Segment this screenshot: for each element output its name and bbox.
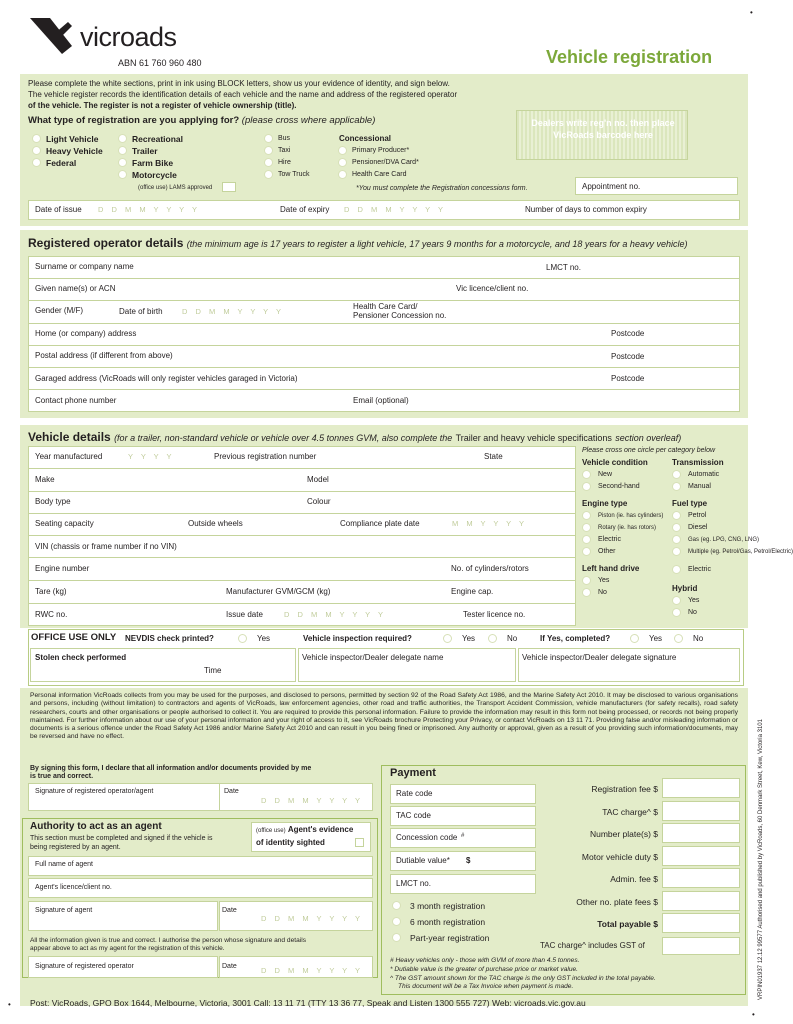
- operator-date-label: Date: [224, 788, 239, 795]
- vehicle-subtitle-c: section overleaf): [615, 433, 682, 443]
- fuel-option-4-label: Electric: [688, 566, 711, 573]
- nevdis-yes-label: Yes: [257, 634, 271, 643]
- reg-type-col1-0-radio[interactable]: [32, 134, 41, 143]
- divider: [28, 580, 576, 581]
- payment-lmct-label: LMCT no.: [396, 879, 431, 888]
- time-label: Time: [204, 666, 222, 675]
- reg-type-col4-0-radio[interactable]: [338, 146, 347, 155]
- make-label: Make: [35, 475, 55, 484]
- dealer-note: Dealers write reg'n no. then place VicRoads barcode here: [531, 118, 675, 140]
- transmission-option-1-radio[interactable]: [672, 482, 681, 491]
- enginetype-option-2-label: Electric: [598, 536, 621, 543]
- home-address-label: Home (or company) address: [35, 329, 137, 338]
- appointment-label: Appointment no.: [582, 182, 641, 191]
- vin-label: [35, 542, 177, 552]
- hybrid-heading: Hybrid: [672, 584, 698, 593]
- inspection-no-radio[interactable]: [488, 634, 497, 643]
- enginetype-option-1-label: Rotary (ie. has rotors): [598, 525, 657, 531]
- operator-signature-label: Signature of registered operator/agent: [35, 788, 154, 795]
- reg-type-question: [28, 115, 375, 126]
- outside-wheels-label: Outside wheels: [188, 519, 243, 528]
- lhd-option-0-radio[interactable]: [582, 576, 591, 585]
- reg-type-col3-2-radio[interactable]: [264, 158, 273, 167]
- dutiable-dollar: $: [466, 856, 471, 865]
- dob-label: Date of birth: [119, 307, 163, 316]
- divider: [28, 557, 576, 558]
- rwc-label: RWC no.: [35, 610, 68, 619]
- garaged-postcode-label: Postcode: [611, 374, 645, 383]
- completed-no-radio[interactable]: [674, 634, 683, 643]
- period-1-label: 6 month registration: [410, 917, 486, 927]
- fee-4-field[interactable]: [662, 868, 740, 888]
- period-0-label: 3 month registration: [410, 901, 486, 911]
- declaration-line-1: By signing this form, I declare that all information and/or documents provided by me: [30, 765, 312, 772]
- postal-note: (if different from above): [90, 351, 173, 360]
- date-of-issue-label: Date of issue: [35, 205, 82, 214]
- payment-concession-label: Concession code: [396, 833, 458, 842]
- inspection-no-label: No: [507, 634, 518, 643]
- cylinders-label: No. of cylinders/rotors: [451, 564, 529, 573]
- stolen-check-label: Stolen check performed: [35, 653, 127, 662]
- reg-type-col1-1-radio[interactable]: [32, 146, 41, 155]
- garaged-note: (VicRoads will only register vehicles garaged in Victoria): [99, 374, 298, 383]
- gst-label: TAC charge^ includes GST of: [540, 941, 645, 950]
- fee-5-field[interactable]: [662, 891, 740, 911]
- inspector-signature-label: Vehicle inspector/Dealer delegate signature: [522, 653, 677, 662]
- fee-3-label: Motor vehicle duty $: [581, 851, 658, 862]
- corner-dot-bottom-right: •: [752, 1010, 755, 1019]
- completed-label: If Yes, completed?: [540, 634, 611, 643]
- lams-checkbox[interactable]: [222, 182, 236, 192]
- enginetype-option-0-radio[interactable]: [582, 511, 591, 520]
- logo-mark-icon: [28, 16, 74, 56]
- agent-licence-label: Agent's licence/client no.: [35, 884, 112, 891]
- reg-type-col2-2-radio[interactable]: [118, 158, 127, 167]
- vicroads-logo: [28, 16, 208, 60]
- operator-date-input[interactable]: D D M M Y Y Y Y: [261, 796, 363, 805]
- common-expiry-label: Number of days to common expiry: [525, 205, 647, 214]
- fuel-option-2-radio[interactable]: [672, 535, 681, 544]
- date-of-expiry-label: Date of expiry: [280, 205, 330, 214]
- evidence-checkbox[interactable]: [355, 838, 364, 847]
- declaration-line-2: is true and correct.: [30, 773, 94, 780]
- reg-type-col1-0-label: Light Vehicle: [46, 134, 99, 144]
- tester-licence-label: Tester licence no.: [463, 610, 526, 619]
- fee-4-label: Admin. fee $: [610, 874, 658, 884]
- vehicle-subtitle-a: (for a trailer, non-standard vehicle or vehicle over 4.5 tonnes GVM, also complete the: [114, 433, 453, 443]
- transmission-heading: Transmission: [672, 458, 724, 467]
- abn: ABN 61 760 960 480: [118, 58, 202, 68]
- lmct-label: LMCT no.: [546, 263, 581, 272]
- divider: [28, 323, 740, 324]
- home-postcode-label: Postcode: [611, 329, 645, 338]
- enginetype-heading: Engine type: [582, 499, 628, 508]
- fee-3-field[interactable]: [662, 846, 740, 866]
- seating-label: Seating capacity: [35, 519, 94, 528]
- vin-text: VIN: [35, 542, 49, 551]
- year-input[interactable]: Y Y Y Y: [128, 452, 175, 461]
- lhd-option-1-radio[interactable]: [582, 588, 591, 597]
- agent-date-input[interactable]: D D M M Y Y Y Y: [261, 914, 363, 923]
- given-names-label: Given name(s) or ACN: [35, 284, 116, 293]
- hcc-label-2: Pensioner Concession no.: [353, 311, 447, 320]
- enginetype-option-0-label: Piston (ie. has cylinders): [598, 513, 664, 519]
- question-note: (please cross where applicable): [241, 115, 376, 126]
- divider: [28, 278, 740, 279]
- payment-footnote-2: * Dutiable value is the greater of purchase price or market value.: [390, 966, 579, 973]
- vic-licence-label: Vic licence/client no.: [456, 284, 529, 293]
- fee-1-field[interactable]: [662, 801, 740, 821]
- reg-type-col3-2-label: Hire: [278, 159, 291, 166]
- fuel-heading: Fuel type: [672, 499, 708, 508]
- vin-note: (chassis or frame number if no VIN): [50, 542, 177, 551]
- intro-line-3: of the vehicle. The register is not a register of vehicle ownership (title).: [28, 101, 297, 110]
- reg-type-col4-1-label: Pensioner/DVA Card*: [352, 159, 419, 166]
- reg-type-col4-2-radio[interactable]: [338, 170, 347, 179]
- transmission-option-0-radio[interactable]: [672, 470, 681, 479]
- colour-label: Colour: [307, 497, 331, 506]
- fuel-option-4-radio[interactable]: [672, 565, 681, 574]
- reg-type-col3-1-label: Taxi: [278, 147, 291, 154]
- vehicle-title: Vehicle details: [28, 430, 111, 444]
- reg-type-col1-2-label: Federal: [46, 158, 77, 168]
- inspector-name-label: Vehicle inspector/Dealer delegate name: [302, 653, 444, 662]
- corner-dot: •: [750, 8, 753, 17]
- condition-option-0-radio[interactable]: [582, 470, 591, 479]
- evidence-text-1: Agent's evidence: [287, 825, 354, 834]
- office-use-note: (office use): [256, 828, 286, 834]
- email-label: [353, 396, 409, 406]
- completed-yes-radio[interactable]: [630, 634, 639, 643]
- reg-type-col3-3-radio[interactable]: [264, 170, 273, 179]
- agent-operator-signature-label: Signature of registered operator: [35, 963, 134, 970]
- fee-6-label: Total payable $: [597, 919, 658, 929]
- concession-sup: #: [461, 833, 465, 839]
- surname-label: Surname or company name: [35, 262, 134, 271]
- inspection-yes-radio[interactable]: [443, 634, 452, 643]
- reg-type-col2-1-label: Trailer: [132, 146, 158, 156]
- reg-type-col1-1-label: Heavy Vehicle: [46, 146, 103, 156]
- completed-yes-label: Yes: [649, 634, 663, 643]
- agent-date-label: Date: [222, 907, 237, 914]
- period-2-label: Part-year registration: [410, 933, 490, 943]
- divider: [28, 535, 576, 536]
- vehicle-heading: [28, 430, 681, 444]
- fuel-option-1-radio[interactable]: [672, 523, 681, 532]
- transmission-option-1-label: Manual: [688, 483, 711, 490]
- intro-line-1: Please complete the white sections, print in ink using BLOCK letters, show us your evidence of identity, and sign below.: [28, 79, 450, 88]
- operator-subtitle: (the minimum age is 17 years to register a light vehicle, 17 years 9 months for a motorcycle, and 18 years for a heavy vehicle): [186, 239, 688, 249]
- condition-option-1-radio[interactable]: [582, 482, 591, 491]
- fee-0-field[interactable]: [662, 778, 740, 798]
- agent-operator-date-input[interactable]: D D M M Y Y Y Y: [261, 966, 363, 975]
- reg-type-col2-0-radio[interactable]: [118, 134, 127, 143]
- lhd-heading: Left hand drive: [582, 564, 640, 573]
- divider: [28, 345, 740, 346]
- fee-0-label: Registration fee $: [591, 784, 658, 794]
- enginetype-option-3-radio[interactable]: [582, 547, 591, 556]
- concession-note: *You must complete the Registration concessions form.: [356, 185, 528, 192]
- agent-note-1: This section must be completed and signed if the vehicle is: [30, 835, 213, 842]
- hybrid-option-1-radio[interactable]: [672, 608, 681, 617]
- category-note: Please cross one circle per category below: [582, 447, 716, 454]
- fee-6-field[interactable]: [662, 913, 740, 933]
- year-label: Year manufactured: [35, 452, 103, 461]
- nevdis-yes-radio[interactable]: [238, 634, 247, 643]
- hybrid-option-0-label: Yes: [688, 597, 700, 604]
- evidence-label-1: [256, 825, 353, 836]
- reg-type-col3-0-label: Bus: [278, 135, 291, 142]
- agent-note-2: being registered by an agent.: [30, 844, 121, 851]
- footer-contact: Post: VicRoads, GPO Box 1644, Melbourne, Victoria, 3001 Call: 13 11 71 (TTY 13 36 77, Speak and Listen 1300 555 727) Web: vicroads.vic.gov.au: [30, 998, 586, 1008]
- payment-tac-label: TAC code: [396, 811, 431, 820]
- gender-label: [35, 306, 83, 316]
- postal-address-label: [35, 351, 173, 361]
- fuel-option-2-label: Gas (eg. LPG, CNG, LNG): [688, 537, 760, 543]
- state-label: State: [484, 452, 503, 461]
- compliance-input[interactable]: M M Y Y Y Y: [452, 519, 527, 528]
- garaged-address-label: [35, 374, 298, 384]
- gvm-label: Manufacturer GVM/GCM (kg): [226, 587, 331, 596]
- evidence-label-2: of identity sighted: [256, 838, 325, 847]
- form-title: Vehicle registration: [546, 47, 713, 67]
- fuel-option-3-radio[interactable]: [672, 547, 681, 556]
- enginetype-option-3-label: Other: [598, 548, 616, 555]
- corner-dot-bottom-left: •: [8, 1000, 11, 1009]
- agent-signature-label: Signature of agent: [35, 907, 93, 914]
- date-of-expiry-input[interactable]: D D M M Y Y Y Y: [344, 205, 446, 214]
- reg-type-col2-3-radio[interactable]: [118, 170, 127, 179]
- reg-type-col2-0-label: Recreational: [132, 134, 184, 144]
- intro-line-2: The vehicle register records the identification details of each vehicle and the name and address of the registered operator: [28, 90, 458, 99]
- question-text: What type of registration are you applying for?: [28, 115, 240, 126]
- email-text: Email: [353, 396, 374, 405]
- model-label: Model: [307, 475, 329, 484]
- fuel-option-1-label: Diesel: [688, 524, 708, 531]
- period-1-radio[interactable]: [392, 917, 401, 926]
- divider: [28, 468, 576, 469]
- hybrid-option-1-label: No: [688, 609, 697, 616]
- reg-type-col2-2-label: Farm Bike: [132, 158, 174, 168]
- payment-footnote-3: ^ The GST amount shown for the TAC charge is the only GST included in the total payable.: [390, 975, 656, 982]
- condition-heading: Vehicle condition: [582, 458, 648, 467]
- operator-heading: [28, 236, 687, 250]
- agent-title: Authority to act as an agent: [30, 821, 162, 832]
- reg-type-col4-2-label: Health Care Card: [352, 171, 407, 178]
- date-of-issue-input[interactable]: D D M M Y Y Y Y: [98, 205, 200, 214]
- footer-publication-info: VRPIN01937 12.12 99577 Authorised and published by VicRoads, 60 Denmark Street, Kew, Victoria 3101: [758, 719, 764, 1000]
- payment-title: Payment: [390, 767, 436, 779]
- garaged-text: Garaged address: [35, 374, 97, 383]
- agent-declaration-1: All the information given is true and correct. I authorise the person whose signature and details: [30, 937, 306, 944]
- engine-number-label: Engine number: [35, 564, 90, 573]
- lams-label: (office use) LAMS approved: [138, 185, 213, 191]
- enginetype-option-2-radio[interactable]: [582, 535, 591, 544]
- tare-label: Tare (kg): [35, 587, 67, 596]
- fuel-option-0-label: Petrol: [688, 512, 707, 519]
- gender-mf: (M/F): [63, 306, 84, 315]
- nevdis-label: NEVDIS check printed?: [125, 634, 214, 643]
- phone-label: Contact phone number: [35, 396, 117, 405]
- agent-operator-date-label: Date: [222, 963, 237, 970]
- body-type-label: Body type: [35, 497, 71, 506]
- inspection-yes-label: Yes: [462, 634, 476, 643]
- lhd-option-1-label: No: [598, 589, 607, 596]
- engine-cap-label: Engine cap.: [451, 587, 494, 596]
- divider: [28, 389, 740, 390]
- payment-rate-label: Rate code: [396, 789, 433, 798]
- operator-title: Registered operator details: [28, 236, 184, 250]
- compliance-label: Compliance plate date: [340, 519, 420, 528]
- condition-option-1-label: Second-hand: [598, 483, 640, 490]
- email-note: (optional): [375, 396, 409, 405]
- fuel-option-0-radio[interactable]: [672, 511, 681, 520]
- reg-type-col4-0-label: Primary Producer*: [352, 147, 410, 154]
- reg-type-col2-3-label: Motorcycle: [132, 170, 177, 180]
- enginetype-option-1-radio[interactable]: [582, 523, 591, 532]
- issue-date-input[interactable]: D D M M Y Y Y Y: [284, 610, 386, 619]
- fuel-option-3-label: Multiple (eg. Petrol/Gas, Petrol/Electric): [688, 549, 793, 555]
- divider: [28, 603, 576, 604]
- dob-input[interactable]: D D M M Y Y Y Y: [182, 307, 284, 316]
- postal-postcode-label: Postcode: [611, 352, 645, 361]
- reg-type-col1-2-radio[interactable]: [32, 158, 41, 167]
- brand-name: vicroads: [80, 22, 177, 52]
- postal-text: Postal address: [35, 351, 88, 360]
- gst-field[interactable]: [662, 937, 740, 955]
- privacy-statement: Personal information VicRoads collects from you may be used for the purposes, and disclosed to persons, permitted by section 92 of the Road Safety Act 1986, and the Marine Safety Act 2010. It may be disclosed to various organisations and persons, including (without limitation) to contractors and agents of VicRoads, law enforcement agencies, other road and traffic authorities, the Transport Accident Commission, vehicle manufacturers (for safety recalls), road safety researchers, courts and other organisations or people authorised to collect it. You are required to provide this personal information. Failure to provide the information may result in this form not being processed, or records not being properly maintained. For further information about our use of your personal information and your right of access to it, see VicRoads brochure Protecting your Privacy, or contact VicRoads on 13 11 71. Providing false and/or misleading information or documents is a serious offence under the Road Safety Act 1986 and/or Marine Safety Act 2010 and can result in you being fined or imprisoned. Any authority or approval, given as a result of you providing such information/documents, may be reversed and have no effect.: [30, 692, 738, 741]
- period-2-radio[interactable]: [392, 933, 401, 942]
- period-0-radio[interactable]: [392, 901, 401, 910]
- reg-type-col3-0-radio[interactable]: [264, 134, 273, 143]
- divider: [28, 491, 576, 492]
- concessional-heading: Concessional: [339, 134, 392, 143]
- payment-dutiable-label: Dutiable value*: [396, 856, 450, 865]
- agent-declaration-2: appear above to act as my agent for the registration of this vehicle.: [30, 945, 225, 952]
- reg-type-col2-1-radio[interactable]: [118, 146, 127, 155]
- fee-1-label: TAC charge^ $: [602, 806, 658, 817]
- dealer-barcode-area: [516, 110, 688, 160]
- issue-date-label: Issue date: [226, 610, 263, 619]
- transmission-option-0-label: Automatic: [688, 471, 720, 478]
- payment-footnote-4: This document will be a Tax Invoice when payment is made.: [398, 983, 574, 990]
- lhd-option-0-label: Yes: [598, 577, 610, 584]
- divider: [28, 513, 576, 514]
- fee-5-label: Other no. plate fees $: [576, 896, 658, 907]
- divider: [28, 367, 740, 368]
- reg-type-col4-1-radio[interactable]: [338, 158, 347, 167]
- hybrid-option-0-radio[interactable]: [672, 596, 681, 605]
- gender-text: Gender: [35, 306, 62, 315]
- fee-2-label: Number plate(s) $: [589, 829, 658, 839]
- reg-type-col3-1-radio[interactable]: [264, 146, 273, 155]
- reg-type-col3-3-label: Tow Truck: [278, 171, 310, 178]
- office-use-title: OFFICE USE ONLY: [31, 632, 117, 643]
- vehicle-subtitle-b: Trailer and heavy vehicle specifications: [455, 433, 612, 443]
- completed-no-label: No: [693, 634, 704, 643]
- vehicle-fields: [28, 446, 576, 626]
- agent-fullname-label: Full name of agent: [35, 861, 93, 868]
- divider: [28, 300, 740, 301]
- condition-option-0-label: New: [598, 471, 613, 478]
- prev-reg-label: Previous registration number: [214, 452, 317, 461]
- hcc-label-1: Health Care Card/: [353, 302, 418, 311]
- payment-footnote-1: # Heavy vehicles only - those with GVM of more than 4.5 tonnes.: [390, 957, 580, 964]
- inspection-label: Vehicle inspection required?: [303, 634, 412, 643]
- fee-2-field[interactable]: [662, 823, 740, 843]
